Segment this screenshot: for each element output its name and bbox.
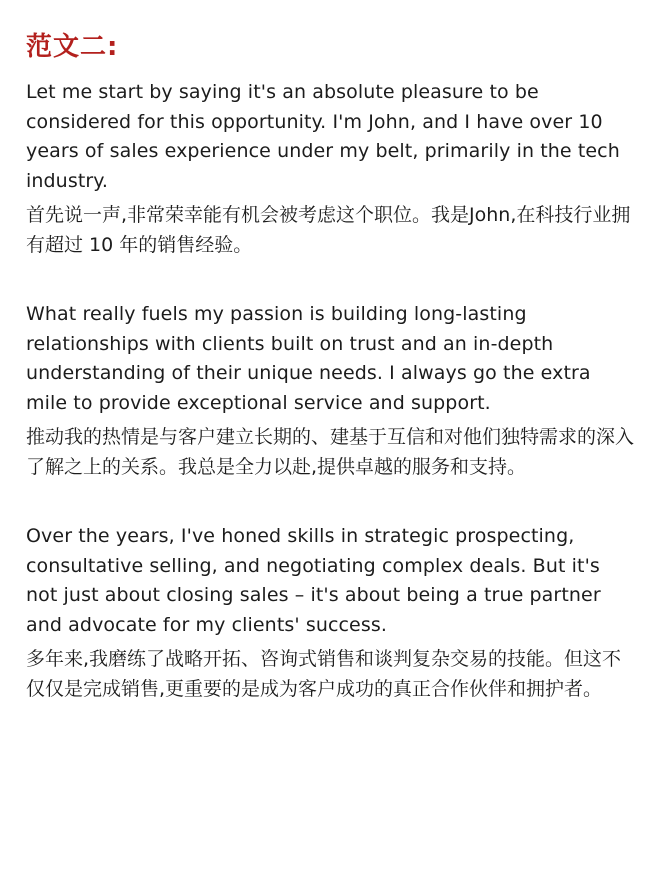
chinese-paragraph: 多年来,我磨练了战略开拓、咨询式销售和谈判复杂交易的技能。但这不仅仅是完成销售,更重要的是成为客户成功的真正合作伙伴和拥护者。: [26, 648, 622, 700]
english-paragraph: Over the years, I've honed skills in strategic prospecting, consultative selling, and negotiating complex deals. But it's not just about closing sales – it's about being a true partner and advocate for my clients' success.: [26, 525, 601, 636]
chinese-paragraph: 首先说一声,非常荣幸能有机会被考虑这个职位。我是John,在科技行业拥有超过 10 年的销售经验。: [26, 204, 631, 256]
document-title: 范文二:: [26, 32, 119, 62]
english-paragraph: What really fuels my passion is building long-lasting relationships with clients built on trust and an in-depth understanding of their unique needs. I always go the extra mile to provide exceptional service and support.: [26, 303, 591, 414]
paragraph-block-1: [26, 78, 635, 260]
paragraph-block-3: [26, 522, 635, 704]
paragraph-block-2: [26, 300, 635, 482]
chinese-paragraph: 推动我的热情是与客户建立长期的、建基于互信和对他们独特需求的深入了解之上的关系。我总是全力以赴,提供卓越的服务和支持。: [26, 426, 635, 478]
english-paragraph: Let me start by saying it's an absolute pleasure to be considered for this opportunity. I'm John, and I have over 10 years of sales experience under my belt, primarily in the tech industry.: [26, 81, 620, 192]
